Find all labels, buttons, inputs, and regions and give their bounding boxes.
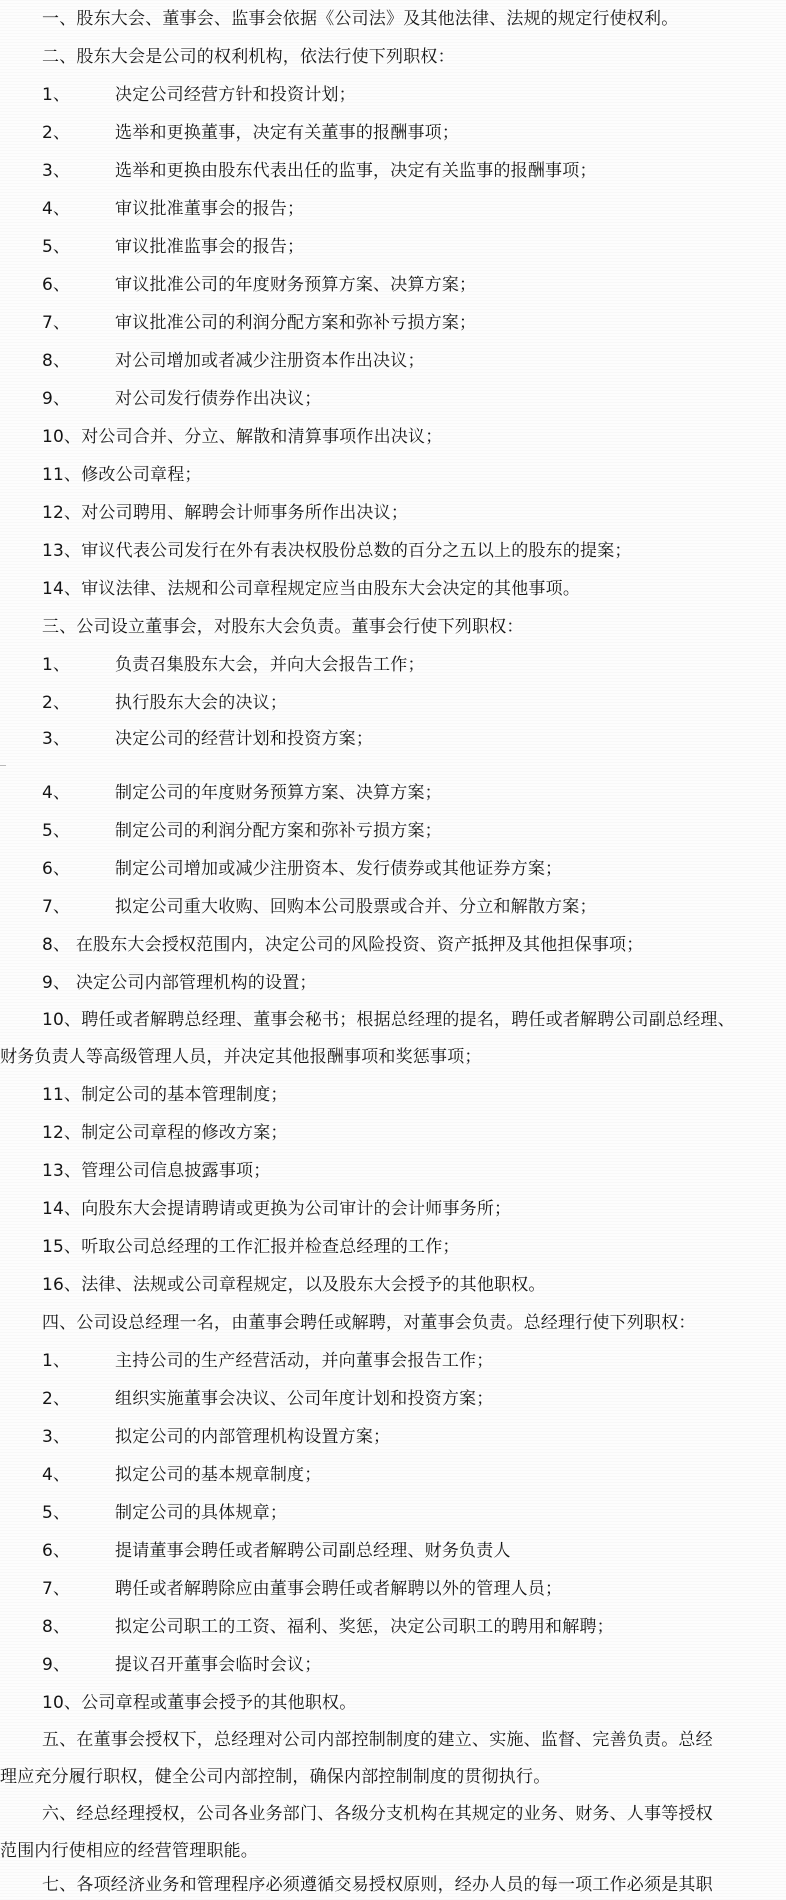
document-line: 三、公司设立董事会，对股东大会负责。董事会行使下列职权： <box>42 617 524 637</box>
document-line: 3、 决定公司的经营计划和投资方案； <box>42 729 374 749</box>
document-line: 3、 选举和更换由股东代表出任的监事，决定有关监事的报酬事项； <box>42 161 597 181</box>
document-line: 5、 制定公司的利润分配方案和弥补亏损方案； <box>42 821 442 841</box>
document-line: 理应充分履行职权，健全公司内部控制，确保内部控制制度的贯彻执行。 <box>0 1767 551 1787</box>
document-line: 范围内行使相应的经营管理职能。 <box>0 1841 258 1861</box>
document-line: 5、 审议批准监事会的报告； <box>42 237 305 257</box>
document-line: 14、向股东大会提请聘请或更换为公司审计的会计师事务所； <box>42 1199 512 1219</box>
document-line: 6、 制定公司增加或减少注册资本、发行债券或其他证券方案； <box>42 859 563 879</box>
document-line: 13、审议代表公司发行在外有表决权股份总数的百分之五以上的股东的提案； <box>42 541 632 561</box>
document-line: 3、 拟定公司的内部管理机构设置方案； <box>42 1427 391 1447</box>
document-line: 9、 对公司发行债券作出决议； <box>42 389 322 409</box>
document-line: 五、在董事会授权下，总经理对公司内部控制制度的建立、实施、监督、完善负责。总经 <box>42 1730 713 1750</box>
document-line: 12、对公司聘用、解聘会计师事务所作出决议； <box>42 503 409 523</box>
page-break-marker <box>0 756 786 774</box>
document-line: 8、 对公司增加或者减少注册资本作出决议； <box>42 351 425 371</box>
document-line: 10、对公司合并、分立、解散和清算事项作出决议； <box>42 427 443 447</box>
document-line: 7、 聘任或者解聘除应由董事会聘任或者解聘以外的管理人员； <box>42 1579 563 1599</box>
document-line: 11、制定公司的基本管理制度； <box>42 1085 288 1105</box>
document-line: 1、 负责召集股东大会，并向大会报告工作； <box>42 655 425 675</box>
document-line: 4、 审议批准董事会的报告； <box>42 199 305 219</box>
document-line: 9、 决定公司内部管理机构的设置； <box>42 973 317 993</box>
document-line: 2、 组织实施董事会决议、公司年度计划和投资方案； <box>42 1389 494 1409</box>
document-line: 16、法律、法规或公司章程规定，以及股东大会授予的其他职权。 <box>42 1275 546 1295</box>
document-line: 七、各项经济业务和管理程序必须遵循交易授权原则，经办人员的每一项工作必须是其职 <box>42 1875 713 1895</box>
document-line: 6、 提请董事会聘任或者解聘公司副总经理、财务负责人 <box>42 1541 511 1561</box>
document-line: 2、 执行股东大会的决议； <box>42 693 288 713</box>
document-line: 4、 制定公司的年度财务预算方案、决算方案； <box>42 783 442 803</box>
document-line: 11、修改公司章程； <box>42 465 202 485</box>
document-line: 6、 审议批准公司的年度财务预算方案、决算方案； <box>42 275 477 295</box>
document-line: 1、 主持公司的生产经营活动，并向董事会报告工作； <box>42 1351 494 1371</box>
document-line: 1、 决定公司经营方针和投资计划； <box>42 85 356 105</box>
document-line: 14、审议法律、法规和公司章程规定应当由股东大会决定的其他事项。 <box>42 579 581 599</box>
document-line: 9、 提议召开董事会临时会议； <box>42 1655 322 1675</box>
document-line: 8、 在股东大会授权范围内，决定公司的风险投资、资产抵押及其他担保事项； <box>42 935 644 955</box>
document-line: 7、 审议批准公司的利润分配方案和弥补亏损方案； <box>42 313 477 333</box>
document-line: 12、制定公司章程的修改方案； <box>42 1123 288 1143</box>
document-line: 7、 拟定公司重大收购、回购本公司股票或合并、分立和解散方案； <box>42 897 597 917</box>
document-line: 8、 拟定公司职工的工资、福利、奖惩，决定公司职工的聘用和解聘； <box>42 1617 614 1637</box>
document-line: 二、股东大会是公司的权利机构，依法行使下列职权： <box>42 47 455 67</box>
document-line: 10、公司章程或董事会授予的其他职权。 <box>42 1693 357 1713</box>
document-line: 财务负责人等高级管理人员，并决定其他报酬事项和奖惩事项； <box>0 1047 482 1067</box>
document-line: 4、 拟定公司的基本规章制度； <box>42 1465 322 1485</box>
document-line: 一、股东大会、董事会、监事会依据《公司法》及其他法律、法规的规定行使权利。 <box>42 9 679 29</box>
document-line: 13、管理公司信息披露事项； <box>42 1161 271 1181</box>
document-line: 四、公司设总经理一名，由董事会聘任或解聘，对董事会负责。总经理行使下列职权： <box>42 1313 696 1333</box>
document-line: 10、聘任或者解聘总经理、董事会秘书；根据总经理的提名，聘任或者解聘公司副总经理、 <box>42 1010 735 1030</box>
document-line: 2、 选举和更换董事，决定有关董事的报酬事项； <box>42 123 460 143</box>
document-line: 六、经总经理授权，公司各业务部门、各级分支机构在其规定的业务、财务、人事等授权 <box>42 1804 713 1824</box>
document-line: 5、 制定公司的具体规章； <box>42 1503 288 1523</box>
document-line: 15、听取公司总经理的工作汇报并检查总经理的工作； <box>42 1237 460 1257</box>
